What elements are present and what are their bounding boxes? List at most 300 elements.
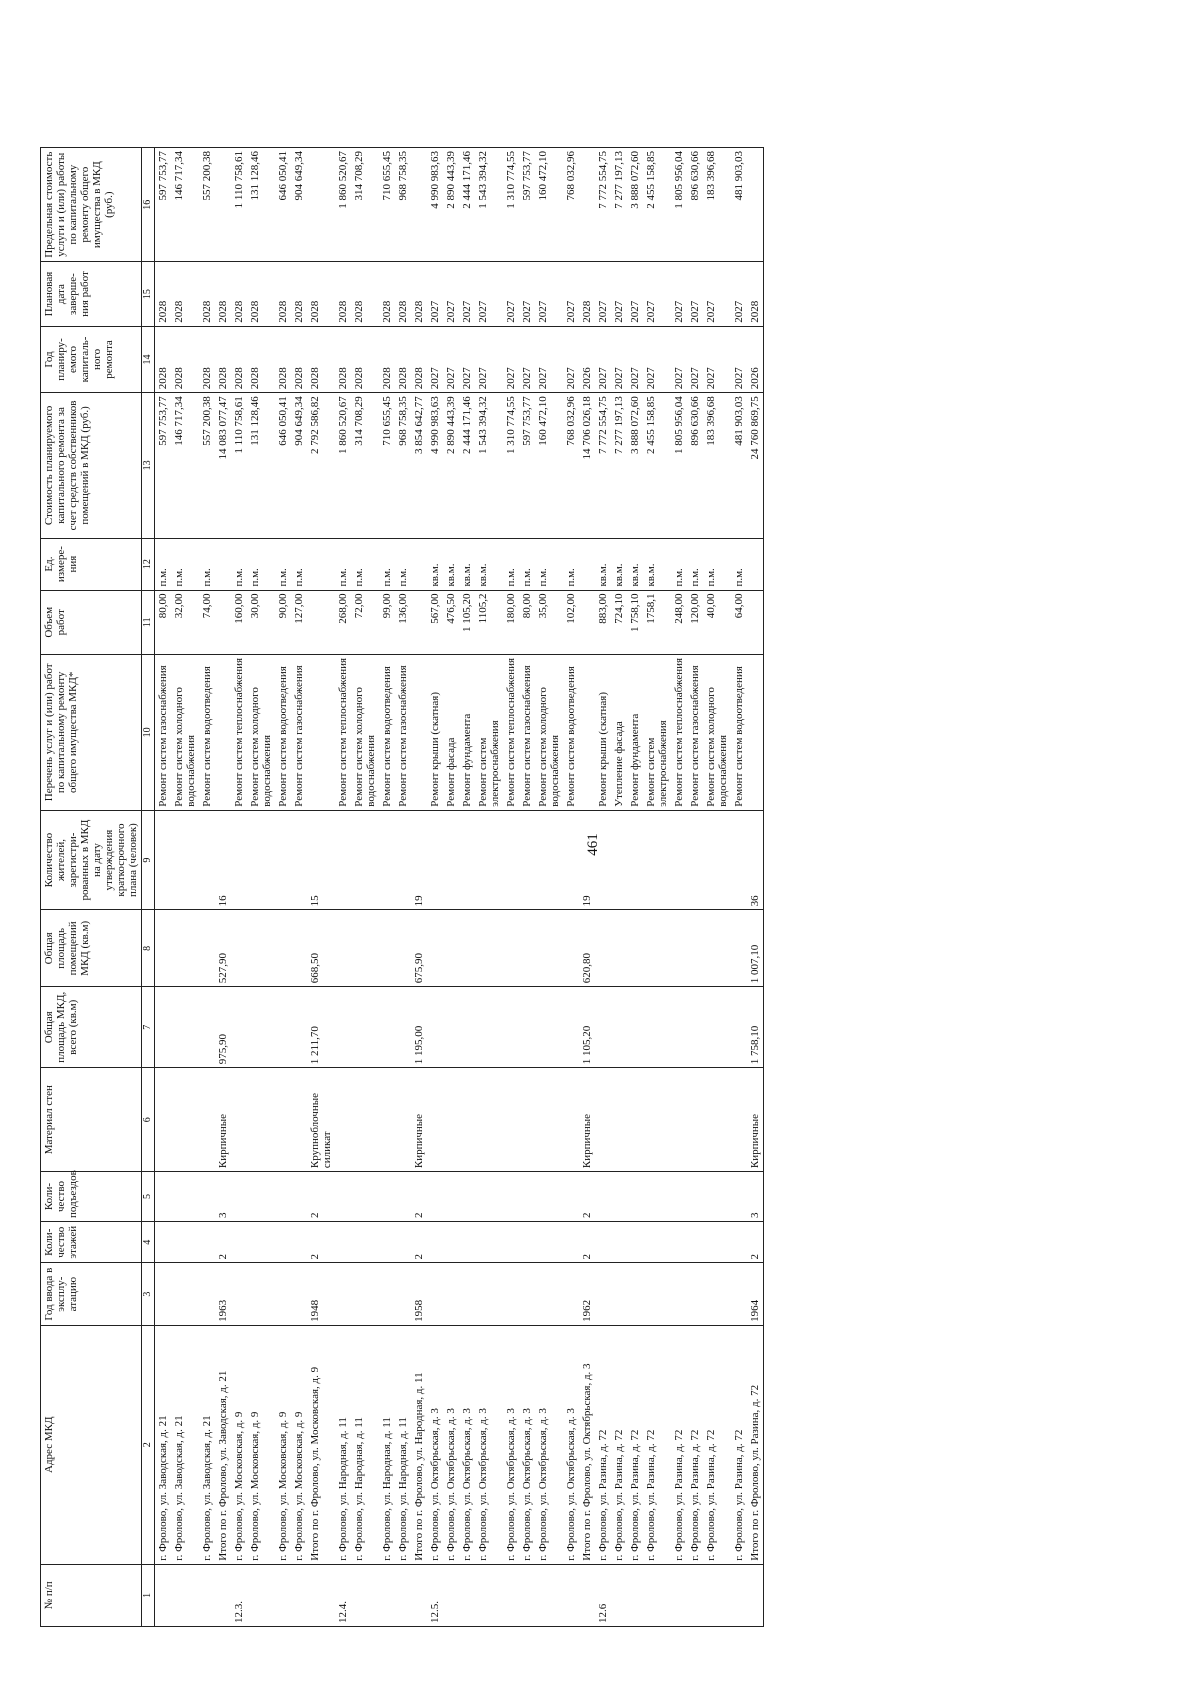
row-wall-material	[335, 1068, 351, 1172]
row-limit-cost: 710 655,45	[379, 148, 395, 262]
row-year-built	[627, 1263, 643, 1325]
table-row	[335, 148, 351, 1627]
row-unit: п.м.	[155, 538, 172, 590]
row-cost: 968 758,35	[395, 393, 411, 538]
row-end-date: 2027	[687, 262, 703, 326]
table-row	[643, 148, 671, 1627]
row-limit-cost: 2 890 443,39	[443, 148, 459, 262]
row-premises-area	[475, 910, 503, 987]
row-premises-area	[627, 910, 643, 987]
row-address: Итого по г. Фролово, ул. Народная, д. 11	[411, 1325, 427, 1564]
table-body	[155, 148, 764, 1627]
header-volume: Объем работ	[41, 590, 142, 654]
row-wall-material	[427, 1068, 443, 1172]
row-wall-material: Кирпичные	[747, 1068, 764, 1172]
row-year-built	[703, 1263, 731, 1325]
row-work-item: Ремонт систем газоснабжения	[519, 654, 535, 810]
row-total-area	[475, 987, 503, 1068]
row-total-area: 1 758,10	[747, 987, 764, 1068]
row-total-area	[519, 987, 535, 1068]
row-year-built	[155, 1263, 172, 1325]
column-number: 9	[142, 810, 155, 910]
row-unit: п.м.	[335, 538, 351, 590]
row-end-date: 2028	[155, 262, 172, 326]
header-address: Адрес МКД	[41, 1325, 142, 1564]
row-work-item	[307, 654, 335, 810]
row-repair-year: 2027	[595, 326, 611, 392]
row-volume	[411, 590, 427, 654]
table-row	[199, 148, 215, 1627]
row-volume: 127,00	[291, 590, 307, 654]
row-residents	[395, 810, 411, 910]
row-cost: 597 753,77	[519, 393, 535, 538]
row-year-built	[519, 1263, 535, 1325]
row-total-area	[231, 987, 247, 1068]
row-work-item: Ремонт фасада	[443, 654, 459, 810]
row-number	[215, 1564, 231, 1626]
row-limit-cost	[411, 148, 427, 262]
row-work-item: Ремонт систем теплоснабжения	[231, 654, 247, 810]
row-end-date: 2028	[379, 262, 395, 326]
row-premises-area: 675,90	[411, 910, 427, 987]
row-end-date: 2028	[171, 262, 199, 326]
row-residents	[475, 810, 503, 910]
row-total-area	[459, 987, 475, 1068]
row-entrances	[643, 1172, 671, 1222]
row-floors	[199, 1221, 215, 1263]
row-cost: 2 890 443,39	[443, 393, 459, 538]
column-number: 16	[142, 148, 155, 262]
header-wall-material: Материал стен	[41, 1068, 142, 1172]
row-repair-year: 2027	[687, 326, 703, 392]
row-entrances	[199, 1172, 215, 1222]
row-end-date: 2027	[731, 262, 747, 326]
row-cost: 14 083 077,47	[215, 393, 231, 538]
row-wall-material	[155, 1068, 172, 1172]
row-year-built	[427, 1263, 443, 1325]
row-address: г. Фролово, ул. Разина, д. 72	[731, 1325, 747, 1564]
row-entrances	[427, 1172, 443, 1222]
row-end-date: 2028	[307, 262, 335, 326]
row-residents	[687, 810, 703, 910]
row-address: г. Фролово, ул. Октябрьская, д. 3	[503, 1325, 519, 1564]
row-repair-year: 2026	[579, 326, 595, 392]
table-row	[703, 148, 731, 1627]
row-total-area	[611, 987, 627, 1068]
row-volume: 724,10	[611, 590, 627, 654]
row-premises-area	[595, 910, 611, 987]
row-premises-area	[247, 910, 275, 987]
table-row	[627, 148, 643, 1627]
header-cost: Стоимость планируемого капитального ремонта за счет средств собственников помещений в МКД (руб.)	[41, 393, 142, 538]
row-end-date: 2027	[459, 262, 475, 326]
row-floors	[731, 1221, 747, 1263]
row-floors	[351, 1221, 379, 1263]
row-entrances	[731, 1172, 747, 1222]
row-residents	[503, 810, 519, 910]
row-wall-material	[563, 1068, 579, 1172]
row-repair-year: 2027	[535, 326, 563, 392]
column-number: 5	[142, 1172, 155, 1222]
row-floors	[535, 1221, 563, 1263]
row-number	[535, 1564, 563, 1626]
header-works-list: Перечень услуг и (или) работ по капитальному ремонту общего имущества МКД*	[41, 654, 142, 810]
row-floors	[563, 1221, 579, 1263]
row-unit: п.м.	[731, 538, 747, 590]
row-number	[687, 1564, 703, 1626]
row-total-area	[275, 987, 291, 1068]
row-year-built	[475, 1263, 503, 1325]
row-year-built	[247, 1263, 275, 1325]
row-address: г. Фролово, ул. Народная, д. 11	[395, 1325, 411, 1564]
row-floors	[275, 1221, 291, 1263]
row-work-item: Ремонт систем холодного водоснабжения	[351, 654, 379, 810]
row-end-date: 2027	[627, 262, 643, 326]
row-address: г. Фролово, ул. Разина, д. 72	[627, 1325, 643, 1564]
row-floors	[687, 1221, 703, 1263]
column-number: 1	[142, 1564, 155, 1626]
row-number: 12.3.	[231, 1564, 247, 1626]
row-work-item: Ремонт систем теплоснабжения	[671, 654, 687, 810]
row-wall-material: Кирпичные	[411, 1068, 427, 1172]
row-limit-cost: 131 128,46	[247, 148, 275, 262]
row-repair-year: 2028	[411, 326, 427, 392]
row-floors	[171, 1221, 199, 1263]
row-address: г. Фролово, ул. Октябрьская, д. 3	[519, 1325, 535, 1564]
row-entrances: 3	[747, 1172, 764, 1222]
row-limit-cost: 1 110 758,61	[231, 148, 247, 262]
row-number	[503, 1564, 519, 1626]
row-residents	[611, 810, 627, 910]
row-cost: 2 792 586,82	[307, 393, 335, 538]
column-number: 8	[142, 910, 155, 987]
row-number	[519, 1564, 535, 1626]
row-year-built	[611, 1263, 627, 1325]
table-row	[231, 148, 247, 1627]
row-end-date: 2028	[291, 262, 307, 326]
row-cost: 7 277 197,13	[611, 393, 627, 538]
row-volume: 136,00	[395, 590, 411, 654]
row-total-area	[291, 987, 307, 1068]
row-repair-year: 2027	[563, 326, 579, 392]
row-wall-material	[171, 1068, 199, 1172]
row-year-built	[395, 1263, 411, 1325]
row-end-date: 2028	[335, 262, 351, 326]
row-repair-year: 2028	[155, 326, 172, 392]
row-volume: 102,00	[563, 590, 579, 654]
row-residents	[627, 810, 643, 910]
row-volume: 74,00	[199, 590, 215, 654]
table-row	[427, 148, 443, 1627]
row-premises-area	[535, 910, 563, 987]
header-residents: Количество жителей, зарегистри-рованных в МКД на дату утверждения краткосрочного плана (человек)	[41, 810, 142, 910]
row-floors	[155, 1221, 172, 1263]
row-total-area	[535, 987, 563, 1068]
row-number	[563, 1564, 579, 1626]
row-limit-cost: 557 200,38	[199, 148, 215, 262]
row-year-built	[503, 1263, 519, 1325]
row-floors	[671, 1221, 687, 1263]
table-row	[155, 148, 172, 1627]
row-address: г. Фролово, ул. Заводская, д. 21	[199, 1325, 215, 1564]
row-limit-cost: 768 032,96	[563, 148, 579, 262]
table-row	[459, 148, 475, 1627]
row-year-built: 1964	[747, 1263, 764, 1325]
row-cost: 1 110 758,61	[231, 393, 247, 538]
row-volume: 1758,1	[643, 590, 671, 654]
row-volume	[307, 590, 335, 654]
row-address: г. Фролово, ул. Московская, д. 9	[247, 1325, 275, 1564]
row-floors	[231, 1221, 247, 1263]
row-volume: 248,00	[671, 590, 687, 654]
header-repair-year: Год планиру-емого капиталь-ного ремонта	[41, 326, 142, 392]
row-volume: 80,00	[155, 590, 172, 654]
row-premises-area	[503, 910, 519, 987]
table-row	[291, 148, 307, 1627]
row-year-built	[231, 1263, 247, 1325]
row-repair-year: 2028	[395, 326, 411, 392]
row-work-item: Ремонт крыши (скатная)	[595, 654, 611, 810]
row-residents	[671, 810, 687, 910]
row-cost: 557 200,38	[199, 393, 215, 538]
row-wall-material	[703, 1068, 731, 1172]
table-row	[351, 148, 379, 1627]
row-number	[275, 1564, 291, 1626]
row-unit: п.м.	[199, 538, 215, 590]
row-end-date: 2028	[199, 262, 215, 326]
row-limit-cost: 597 753,77	[519, 148, 535, 262]
row-end-date: 2027	[643, 262, 671, 326]
row-premises-area	[459, 910, 475, 987]
row-premises-area	[671, 910, 687, 987]
table-row	[595, 148, 611, 1627]
row-year-built	[171, 1263, 199, 1325]
row-year-built	[535, 1263, 563, 1325]
row-number	[627, 1564, 643, 1626]
row-end-date: 2028	[215, 262, 231, 326]
row-floors	[595, 1221, 611, 1263]
row-residents	[519, 810, 535, 910]
row-number	[443, 1564, 459, 1626]
row-unit	[411, 538, 427, 590]
row-floors: 2	[411, 1221, 427, 1263]
row-end-date: 2027	[595, 262, 611, 326]
row-number	[643, 1564, 671, 1626]
row-wall-material	[475, 1068, 503, 1172]
row-limit-cost	[747, 148, 764, 262]
row-number	[611, 1564, 627, 1626]
row-end-date: 2028	[351, 262, 379, 326]
row-year-built	[335, 1263, 351, 1325]
row-work-item: Ремонт фундамента	[627, 654, 643, 810]
row-end-date: 2027	[611, 262, 627, 326]
row-number	[703, 1564, 731, 1626]
row-number	[199, 1564, 215, 1626]
row-wall-material: Кирпичные	[579, 1068, 595, 1172]
row-work-item: Ремонт систем газоснабжения	[687, 654, 703, 810]
row-volume: 32,00	[171, 590, 199, 654]
row-volume: 476,50	[443, 590, 459, 654]
row-premises-area	[443, 910, 459, 987]
row-work-item: Ремонт систем водоотведения	[199, 654, 215, 810]
table-row	[747, 148, 764, 1627]
row-limit-cost: 4 990 983,63	[427, 148, 443, 262]
row-address: Итого по г. Фролово, ул. Разина, д. 72	[747, 1325, 764, 1564]
header-end-date: Плановая дата заверше-ния работ	[41, 262, 142, 326]
row-year-built	[459, 1263, 475, 1325]
row-cost: 4 990 983,63	[427, 393, 443, 538]
row-unit: кв.м.	[443, 538, 459, 590]
row-total-area	[595, 987, 611, 1068]
row-premises-area	[155, 910, 172, 987]
table-row	[411, 148, 427, 1627]
row-entrances	[395, 1172, 411, 1222]
row-limit-cost: 1 543 394,32	[475, 148, 503, 262]
row-cost: 2 455 158,85	[643, 393, 671, 538]
row-end-date: 2028	[747, 262, 764, 326]
row-cost: 7 772 554,75	[595, 393, 611, 538]
row-year-built	[351, 1263, 379, 1325]
row-end-date: 2028	[275, 262, 291, 326]
row-limit-cost: 1 860 520,67	[335, 148, 351, 262]
row-wall-material	[275, 1068, 291, 1172]
row-entrances	[275, 1172, 291, 1222]
row-entrances	[687, 1172, 703, 1222]
row-residents	[171, 810, 199, 910]
header-num: № п/п	[41, 1564, 142, 1626]
table-row	[579, 148, 595, 1627]
row-limit-cost: 1 310 774,55	[503, 148, 519, 262]
row-repair-year: 2028	[171, 326, 199, 392]
row-volume: 35,00	[535, 590, 563, 654]
row-unit: п.м.	[503, 538, 519, 590]
row-end-date: 2027	[563, 262, 579, 326]
row-number	[291, 1564, 307, 1626]
table-row	[671, 148, 687, 1627]
row-entrances	[475, 1172, 503, 1222]
row-entrances: 2	[411, 1172, 427, 1222]
row-unit: п.м.	[171, 538, 199, 590]
row-end-date: 2028	[231, 262, 247, 326]
row-repair-year: 2027	[643, 326, 671, 392]
row-residents	[703, 810, 731, 910]
header-floors: Коли-чество этажей	[41, 1221, 142, 1263]
row-number	[411, 1564, 427, 1626]
row-residents	[443, 810, 459, 910]
row-volume	[579, 590, 595, 654]
row-residents	[155, 810, 172, 910]
row-entrances	[519, 1172, 535, 1222]
rotated-sheet	[0, 137, 1100, 1697]
row-volume: 30,00	[247, 590, 275, 654]
row-volume: 1105,2	[475, 590, 503, 654]
row-premises-area	[611, 910, 627, 987]
header-row	[41, 148, 142, 1627]
row-premises-area	[687, 910, 703, 987]
row-wall-material	[643, 1068, 671, 1172]
row-address: г. Фролово, ул. Октябрьская, д. 3	[443, 1325, 459, 1564]
header-total-area: Общая площадь МКД, всего (кв.м)	[41, 987, 142, 1068]
row-number	[579, 1564, 595, 1626]
row-unit: п.м.	[519, 538, 535, 590]
row-floors: 2	[579, 1221, 595, 1263]
row-unit: п.м.	[395, 538, 411, 590]
row-cost: 710 655,45	[379, 393, 395, 538]
row-premises-area	[231, 910, 247, 987]
row-year-built	[291, 1263, 307, 1325]
row-repair-year: 2028	[291, 326, 307, 392]
row-limit-cost: 481 903,03	[731, 148, 747, 262]
row-floors	[459, 1221, 475, 1263]
row-unit: кв.м.	[427, 538, 443, 590]
row-total-area	[427, 987, 443, 1068]
row-total-area	[503, 987, 519, 1068]
row-total-area	[171, 987, 199, 1068]
row-address: г. Фролово, ул. Разина, д. 72	[687, 1325, 703, 1564]
row-limit-cost: 3 888 072,60	[627, 148, 643, 262]
row-wall-material	[247, 1068, 275, 1172]
row-year-built: 1948	[307, 1263, 335, 1325]
row-end-date: 2027	[703, 262, 731, 326]
row-limit-cost: 2 444 171,46	[459, 148, 475, 262]
row-address: г. Фролово, ул. Разина, д. 72	[595, 1325, 611, 1564]
row-floors	[247, 1221, 275, 1263]
row-work-item	[747, 654, 764, 810]
row-entrances: 3	[215, 1172, 231, 1222]
row-premises-area	[563, 910, 579, 987]
row-floors	[703, 1221, 731, 1263]
row-premises-area: 620,80	[579, 910, 595, 987]
table-row	[731, 148, 747, 1627]
row-residents	[231, 810, 247, 910]
row-work-item: Ремонт систем водоотведения	[275, 654, 291, 810]
row-entrances	[155, 1172, 172, 1222]
row-address: г. Фролово, ул. Московская, д. 9	[275, 1325, 291, 1564]
column-number: 6	[142, 1068, 155, 1172]
row-volume: 160,00	[231, 590, 247, 654]
row-total-area	[443, 987, 459, 1068]
row-year-built	[563, 1263, 579, 1325]
row-work-item: Ремонт систем электроснабжения	[475, 654, 503, 810]
row-floors	[335, 1221, 351, 1263]
repair-plan-table	[40, 147, 764, 1627]
row-premises-area	[703, 910, 731, 987]
row-residents	[351, 810, 379, 910]
row-limit-cost: 314 708,29	[351, 148, 379, 262]
row-unit: п.м.	[535, 538, 563, 590]
row-limit-cost: 7 772 554,75	[595, 148, 611, 262]
row-number: 12.6	[595, 1564, 611, 1626]
column-number: 11	[142, 590, 155, 654]
row-wall-material	[459, 1068, 475, 1172]
table-row	[503, 148, 519, 1627]
row-premises-area: 527,90	[215, 910, 231, 987]
row-work-item: Ремонт систем холодного водоснабжения	[171, 654, 199, 810]
row-cost: 24 760 869,75	[747, 393, 764, 538]
row-unit: п.м.	[563, 538, 579, 590]
table-row	[563, 148, 579, 1627]
row-floors: 2	[215, 1221, 231, 1263]
row-repair-year: 2028	[247, 326, 275, 392]
row-cost: 597 753,77	[155, 393, 172, 538]
row-total-area	[379, 987, 395, 1068]
row-wall-material	[443, 1068, 459, 1172]
row-limit-cost: 597 753,77	[155, 148, 172, 262]
row-repair-year: 2027	[519, 326, 535, 392]
row-floors	[427, 1221, 443, 1263]
row-limit-cost: 7 277 197,13	[611, 148, 627, 262]
row-wall-material	[627, 1068, 643, 1172]
